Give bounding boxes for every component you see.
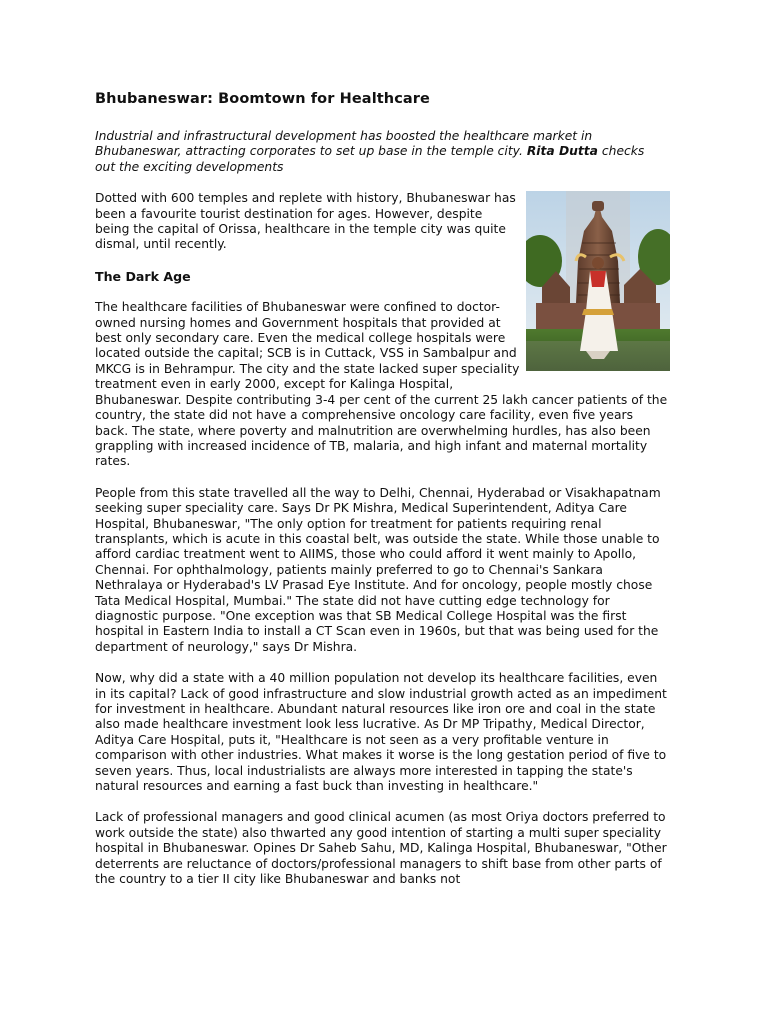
article-intro: [95, 129, 670, 175]
paragraph-1: Dotted with 600 temples and replete with history, Bhubaneswar has been a favourite tourist destination for ages. However, despite being the capital of Orissa, healthcare in the temple city was quite dismal, until recently.: [95, 191, 516, 252]
section-heading: The Dark Age: [95, 268, 191, 284]
article: [95, 92, 670, 887]
intro-text: Industrial and infrastructural development has boosted the healthcare market in Bhubaneswar, attracting corporates to set up base in the temple city.: [95, 129, 593, 159]
paragraph-3: People from this state travelled all the way to Delhi, Chennai, Hyderabad or Visakhapatnam seeking super speciality care. Says Dr PK Mishra, Medical Superintendent, Aditya Care Hospital, Bhubaneswar, "The only option for treatment for patients requiring renal transplants, which is acute in this coastal belt, was outside the state. While those unable to afford cardiac treatment went to AIIMS, those who could afford it went mainly to Apollo, Chennai. For ophthalmology, patients mainly preferred to go to Chennai's Sankara Nethralaya or Hyderabad's LV Prasad Eye Institute. And for oncology, people mostly chose Tata Medical Hospital, Mumbai." The state did not have cutting edge technology for diagnostic purpose. "One exception was that SB Medical College Hospital was the first hospital in Eastern India to install a CT Scan even in 1960s, but that was being used for the department of neurology," says Dr Mishra.: [95, 485, 661, 654]
paragraph-5: Lack of professional managers and good clinical acumen (as most Oriya doctors preferred to work outside the state) also thwarted any good intention of starting a multi super speciality hospital in Bhubaneswar. Opines Dr Saheb Sahu, MD, Kalinga Hospital, Bhubaneswar, "Other deterrents are reluctance of doctors/professional managers to shift base from other parts of the country to a tier II city like Bhubaneswar and banks not: [95, 810, 667, 887]
temple-dancer-photo: [526, 191, 670, 371]
paragraph-2: The healthcare facilities of Bhubaneswar were confined to doctor-owned nursing homes and Government hospitals that provided at best only secondary care. Even the medical college hospitals were located outside the capital; SCB is in Cuttack, VSS in Sambalpur and MKCG is in Behrampur. The city and the state lacked super speciality treatment even in early 2000, except for Kalinga Hospital, Bhubaneswar. Despite contributing 3-4 per cent of the current 25 lakh cancer patients of the country, the state did not have a comprehensive oncology care facility, even five years back. The state, where poverty and malnutrition are overwhelming hurdles, has also been grappling with increased incidence of TB, malaria, and high infant and maternal mortality rates.: [95, 300, 668, 469]
article-title: Bhubaneswar: Boomtown for Healthcare: [95, 91, 430, 107]
paragraph-4: Now, why did a state with a 40 million population not develop its healthcare facilities, even in its capital? Lack of good infrastructure and slow industrial growth acted as an impediment for investment in healthcare. Abundant natural resources like iron ore and coal in the state also made healthcare investment look less lucrative. As Dr MP Tripathy, Medical Director, Aditya Care Hospital, puts it, "Healthcare is not seen as a very profitable venture in comparison with other industries. What makes it worse is the long gestation period of five to seven years. Thus, local industrialists are always more interested in tapping the state's natural resources and earning a fast buck than investing in healthcare.": [95, 671, 667, 794]
author-name: Rita Dutta: [526, 144, 598, 159]
intro-text-end: checks out the exciting developments: [95, 144, 645, 174]
